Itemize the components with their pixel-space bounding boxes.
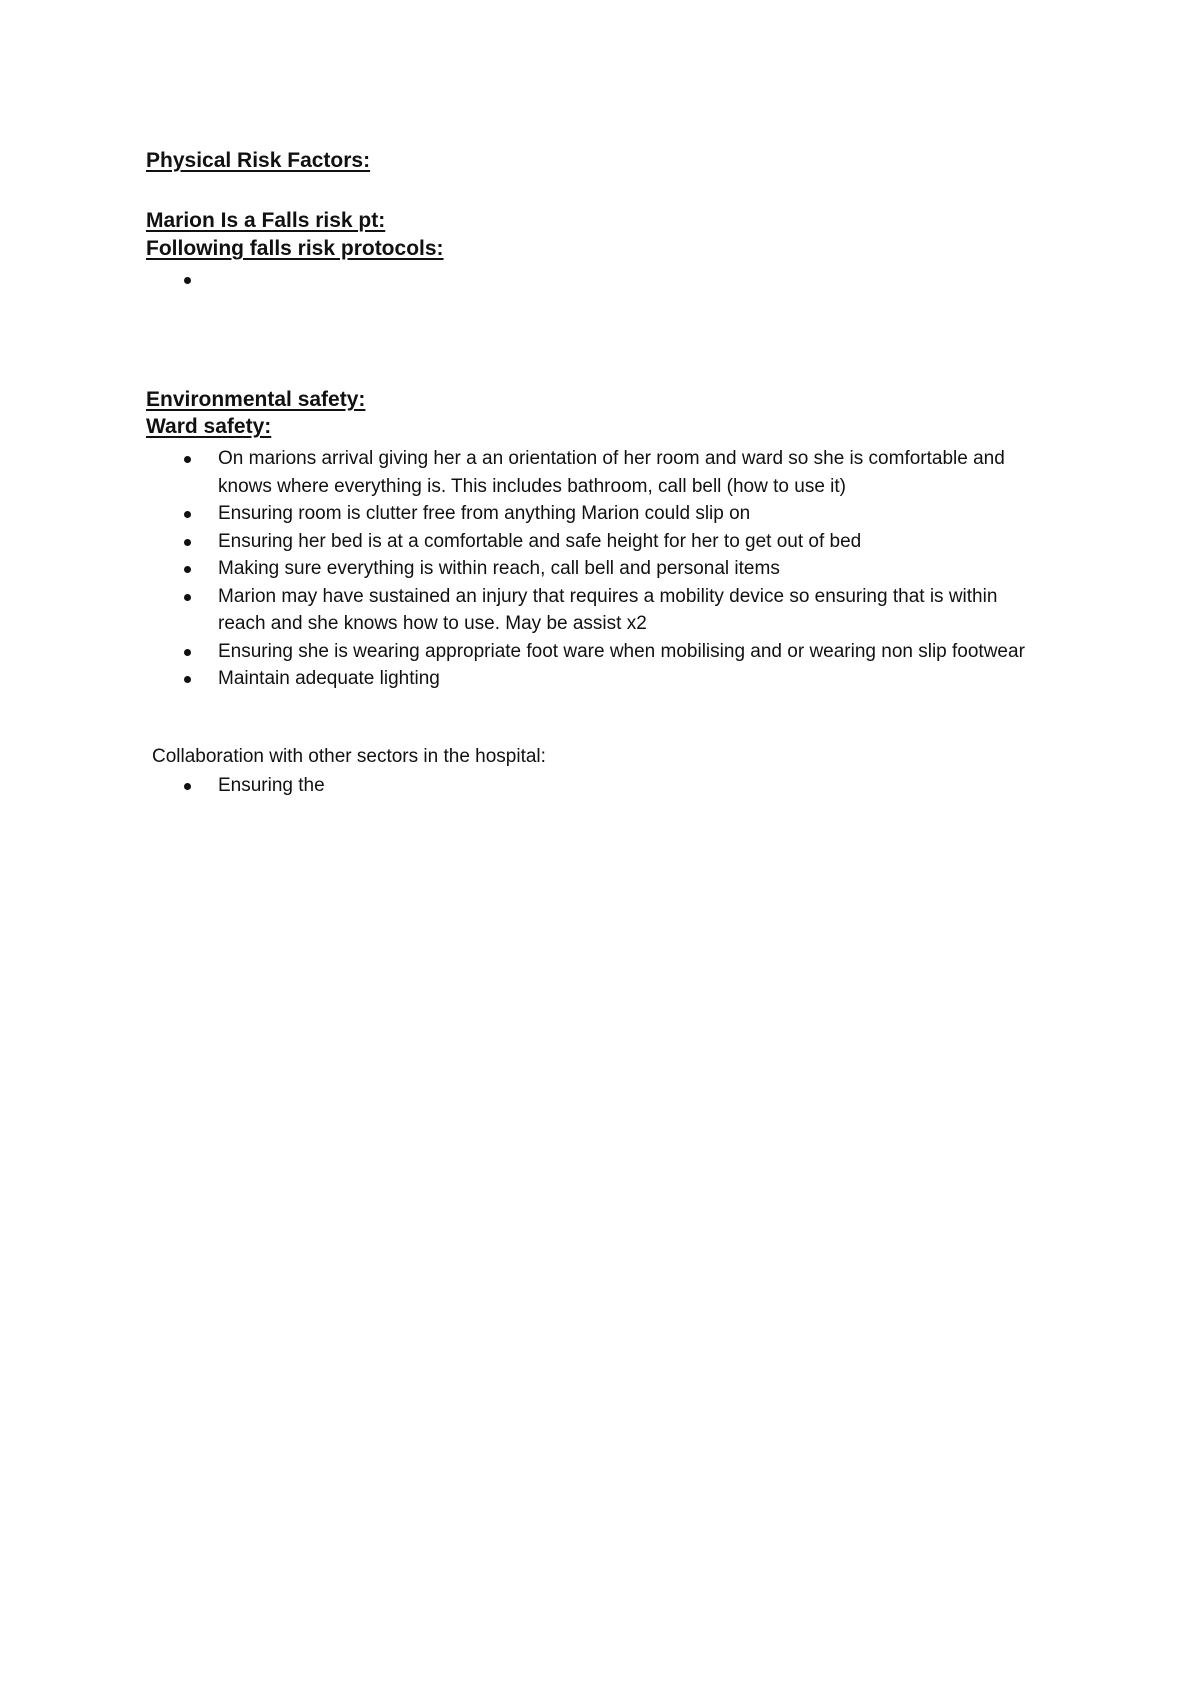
collaboration-list <box>0 772 1200 800</box>
bullet-icon <box>184 277 191 284</box>
bullet-icon <box>184 676 191 683</box>
physical-risk-heading: Physical Risk Factors: <box>146 149 371 172</box>
list-item: On marions arrival giving her a an orientation of her room and ward so she is comfortable and knows where everything is. This includes bathroom, call bell (how to use it) <box>0 445 1200 500</box>
list-item: Ensuring her bed is at a comfortable and safe height for her to get out of bed <box>0 528 1200 556</box>
ward-safety-list <box>0 445 1200 693</box>
bullet-icon <box>184 539 191 546</box>
list-item: Marion may have sustained an injury that requires a mobility device so ensuring that is within reach and she knows how to use. May be assist x2 <box>0 583 1200 638</box>
bullet-icon <box>184 566 191 573</box>
collaboration-heading: Collaboration with other sectors in the hospital: <box>152 746 546 767</box>
list-item: Maintain adequate lighting <box>0 665 1200 693</box>
environmental-safety-heading: Environmental safety: <box>146 388 366 411</box>
falls-protocols-heading: Following falls risk protocols: <box>146 237 444 260</box>
ward-safety-heading: Ward safety: <box>146 415 272 438</box>
list-item: Ensuring room is clutter free from anything Marion could slip on <box>0 500 1200 528</box>
bullet-icon <box>184 649 191 656</box>
bullet-icon <box>184 511 191 518</box>
list-item: Ensuring she is wearing appropriate foot ware when mobilising and or wearing non slip footwear <box>0 638 1200 666</box>
falls-risk-heading: Marion Is a Falls risk pt: <box>146 209 386 232</box>
list-item: Ensuring the <box>0 772 1200 800</box>
bullet-icon <box>184 783 191 790</box>
bullet-icon <box>184 456 191 463</box>
list-item: Making sure everything is within reach, call bell and personal items <box>0 555 1200 583</box>
bullet-icon <box>184 594 191 601</box>
